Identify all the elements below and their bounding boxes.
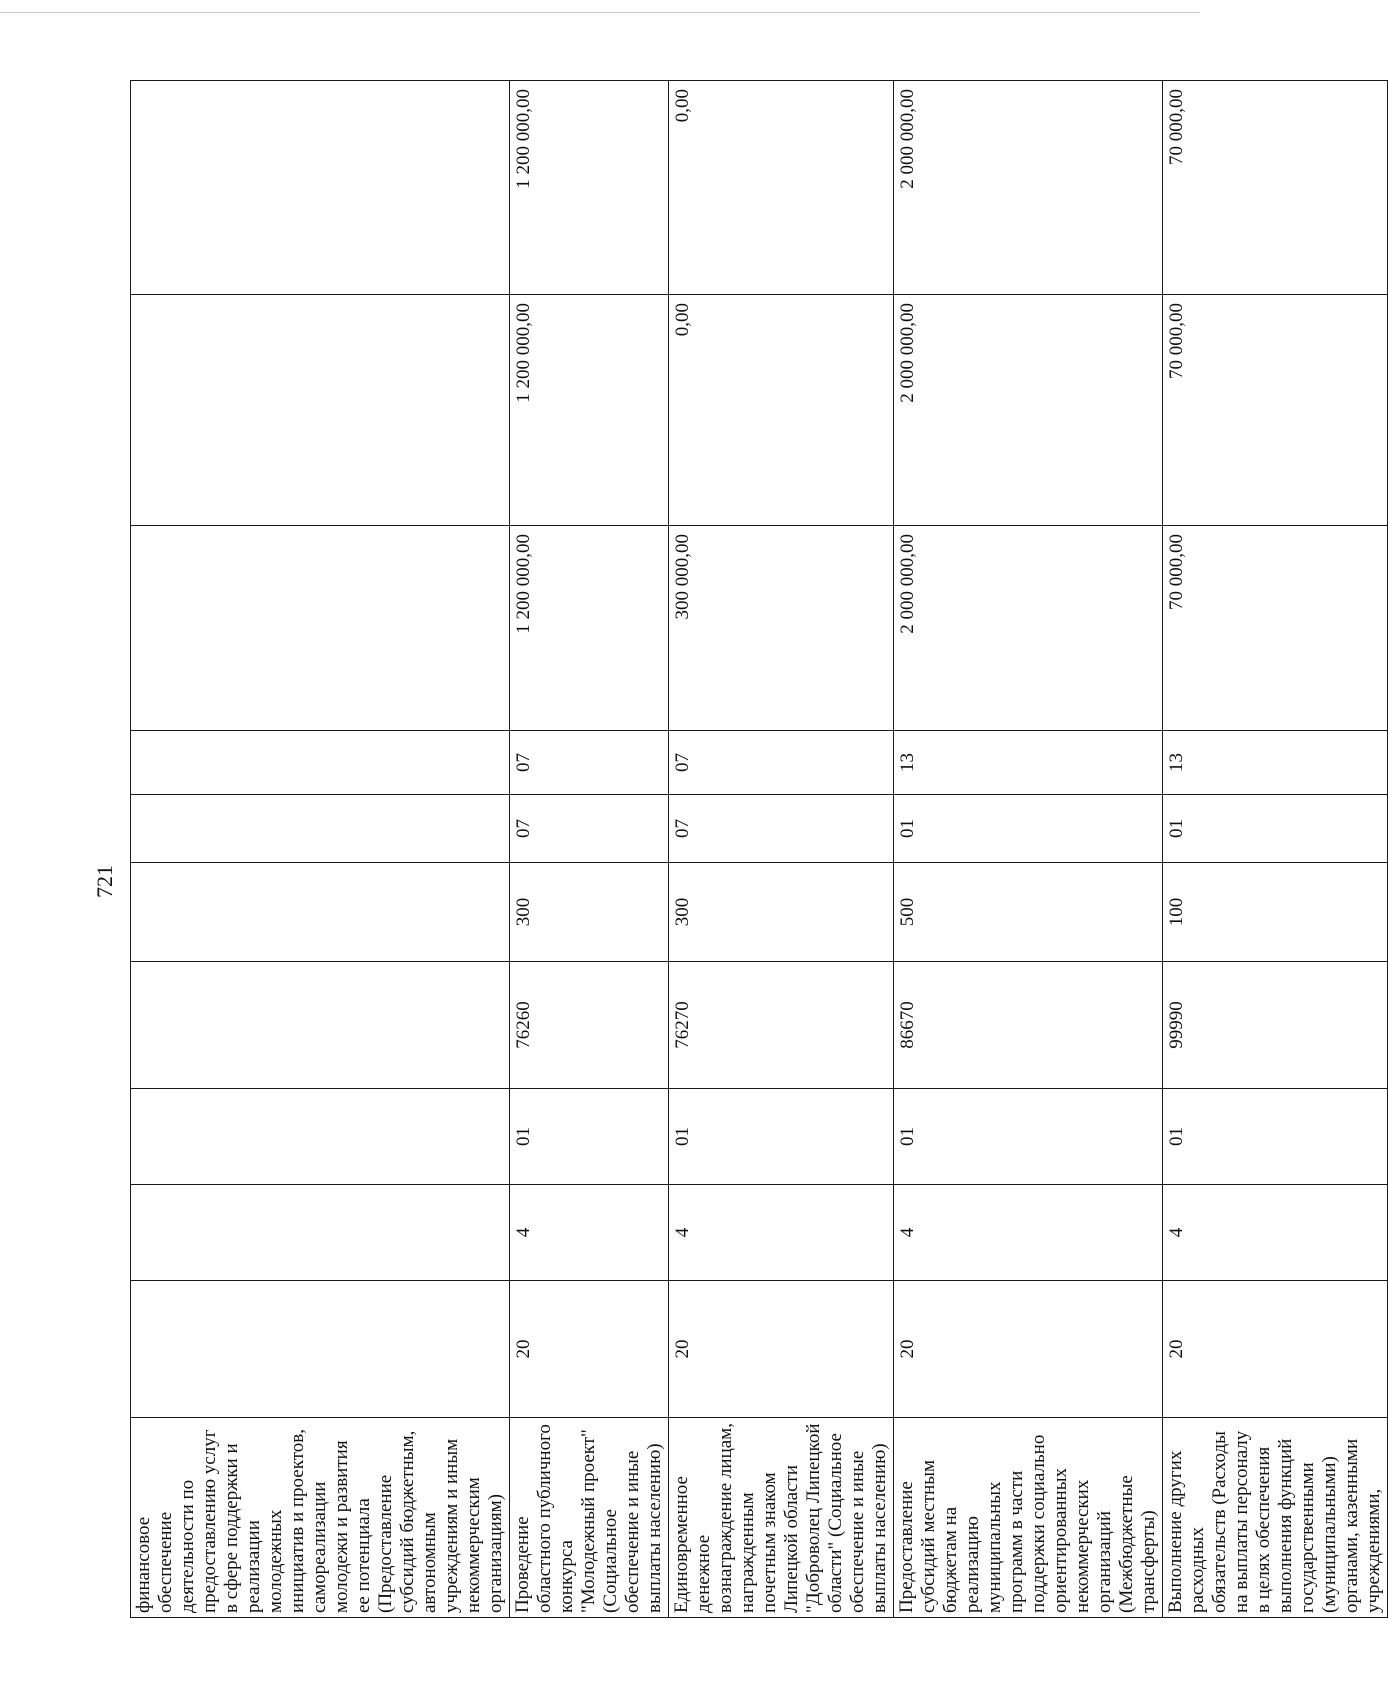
scan-edge-line: [0, 12, 1200, 13]
row-code-7: [131, 731, 510, 795]
row-code-1: 20: [669, 1281, 894, 1418]
row-amount-3: 1 200 000,00: [510, 81, 669, 295]
row-description: Единовременное денежное вознаграждение лицам, награжденным почетным знаком Липецкой области "Доброволец Липецкой области" (Социальное обеспечение и иные выплаты населению): [669, 1418, 894, 1618]
row-code-4: 76270: [669, 962, 894, 1089]
row-code-6: [131, 795, 510, 863]
row-code-6: 01: [1163, 795, 1388, 863]
row-code-1: 20: [510, 1281, 669, 1418]
row-amount-2: 2 000 000,00: [894, 295, 1163, 526]
row-description: Проведение областного публичного конкурса "Молодежный проект" (Социальное обеспечение и иные выплаты населению): [510, 1418, 669, 1618]
row-code-6: 07: [669, 795, 894, 863]
row-code-3: 01: [894, 1089, 1163, 1185]
table-row: [669, 81, 894, 1618]
row-code-4: 99990: [1163, 962, 1388, 1089]
row-code-2: 4: [669, 1185, 894, 1281]
row-code-2: 4: [894, 1185, 1163, 1281]
table-row: [1163, 81, 1388, 1618]
row-amount-2: 70 000,00: [1163, 295, 1388, 526]
row-amount-3: 70 000,00: [1163, 81, 1388, 295]
table-row: [894, 81, 1163, 1618]
row-code-5: 300: [669, 863, 894, 962]
row-amount-1: 300 000,00: [669, 526, 894, 731]
row-code-7: 07: [669, 731, 894, 795]
budget-table: [130, 80, 1388, 1618]
row-description: Предоставление субсидий местным бюджетам на реализацию муниципальных программ в части поддержки социально ориентированных некоммерческих организаций (Межбюджетные трансферты): [894, 1418, 1163, 1618]
row-amount-1: [131, 526, 510, 731]
row-amount-2: 1 200 000,00: [510, 295, 669, 526]
row-code-4: [131, 962, 510, 1089]
row-code-2: [131, 1185, 510, 1281]
row-amount-3: 0,00: [669, 81, 894, 295]
row-amount-2: 0,00: [669, 295, 894, 526]
row-description: Выполнение других расходных обязательств (Расходы на выплаты персоналу в целях обеспечения выполнения функций государственными (муниципальными) органами, казенными учреждениями,: [1163, 1418, 1388, 1618]
row-code-5: 100: [1163, 863, 1388, 962]
row-amount-3: [131, 81, 510, 295]
table-row: [510, 81, 669, 1618]
row-code-1: 20: [1163, 1281, 1388, 1418]
row-code-5: 300: [510, 863, 669, 962]
row-code-7: 07: [510, 731, 669, 795]
row-code-1: 20: [894, 1281, 1163, 1418]
row-code-3: 01: [669, 1089, 894, 1185]
row-amount-2: [131, 295, 510, 526]
row-code-5: [131, 863, 510, 962]
row-amount-1: 2 000 000,00: [894, 526, 1163, 731]
page-number: 721: [92, 865, 117, 898]
row-code-7: 13: [894, 731, 1163, 795]
row-code-6: 01: [894, 795, 1163, 863]
row-amount-1: 1 200 000,00: [510, 526, 669, 731]
row-description: финансовое обеспечение деятельности по предоставлению услуг в сфере поддержки и реализации молодежных инициатив и проектов, самореализации молодежи и развития ее потенциала (Предоставление субсидий бюджетным, автономным учреждениям и иным некоммерческим организациям): [131, 1418, 510, 1618]
row-code-2: 4: [1163, 1185, 1388, 1281]
row-code-5: 500: [894, 863, 1163, 962]
row-code-4: 76260: [510, 962, 669, 1089]
row-code-3: 01: [1163, 1089, 1388, 1185]
row-code-7: 13: [1163, 731, 1388, 795]
row-code-6: 07: [510, 795, 669, 863]
row-amount-3: 2 000 000,00: [894, 81, 1163, 295]
row-code-1: [131, 1281, 510, 1418]
row-code-3: 01: [510, 1089, 669, 1185]
row-code-3: [131, 1089, 510, 1185]
row-amount-1: 70 000,00: [1163, 526, 1388, 731]
rotated-table-wrapper: [130, 81, 1384, 1618]
table-row: [131, 81, 510, 1618]
row-code-4: 86670: [894, 962, 1163, 1089]
row-code-2: 4: [510, 1185, 669, 1281]
